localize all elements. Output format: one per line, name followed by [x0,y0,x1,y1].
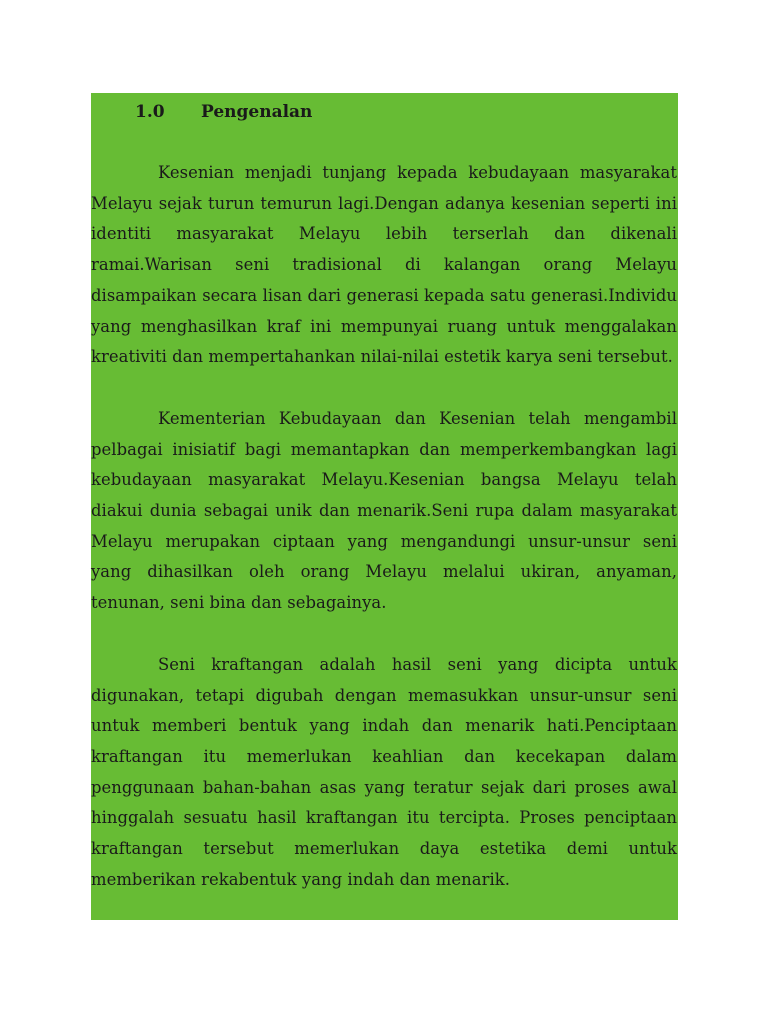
section-heading [91,97,677,127]
section-title: Pengenalan [201,102,313,122]
paragraph-2: Kementerian Kebudayaan dan Kesenian telah mengambil pelbagai inisiatif bagi memantapkan dan memperkembangkan lagi kebudayaan masyarakat Melayu.Kesenian bangsa Melayu telah diakui dunia sebagai unik dan menarik.Seni rupa dalam masyarakat Melayu merupakan ciptaan yang mengandungi unsur-unsur seni yang dihasilkan oleh orang Melayu melalui ukiran, anyaman, tenunan, seni bina dan sebagainya. [91,408,677,613]
section-number: 1.0 [135,102,165,122]
paragraph-3: Seni kraftangan adalah hasil seni yang dicipta untuk digunakan, tetapi digubah dengan memasukkan unsur-unsur seni untuk memberi bentuk yang indah dan menarik hati.Penciptaan kraftangan itu memerlukan keahlian dan kecekapan dalam penggunaan bahan-bahan asas yang teratur sejak dari proses awal hinggalah sesuatu hasil kraftangan itu tercipta. Proses penciptaan kraftangan tersebut memerlukan daya estetika demi untuk memberikan rekabentuk yang indah dan menarik. [91,654,677,889]
paragraph-1: Kesenian menjadi tunjang kepada kebudayaan masyarakat Melayu sejak turun temurun lagi.Dengan adanya kesenian seperti ini identiti masyarakat Melayu lebih terserlah dan dikenali ramai.Warisan seni tradisional di kalangan orang Melayu disampaikan secara lisan dari generasi kepada satu generasi.Individu yang menghasilkan kraf ini mempunyai ruang untuk menggalakan kreativiti dan mempertahankan nilai-nilai estetik karya seni tersebut. [91,163,677,367]
document-content [91,97,677,895]
